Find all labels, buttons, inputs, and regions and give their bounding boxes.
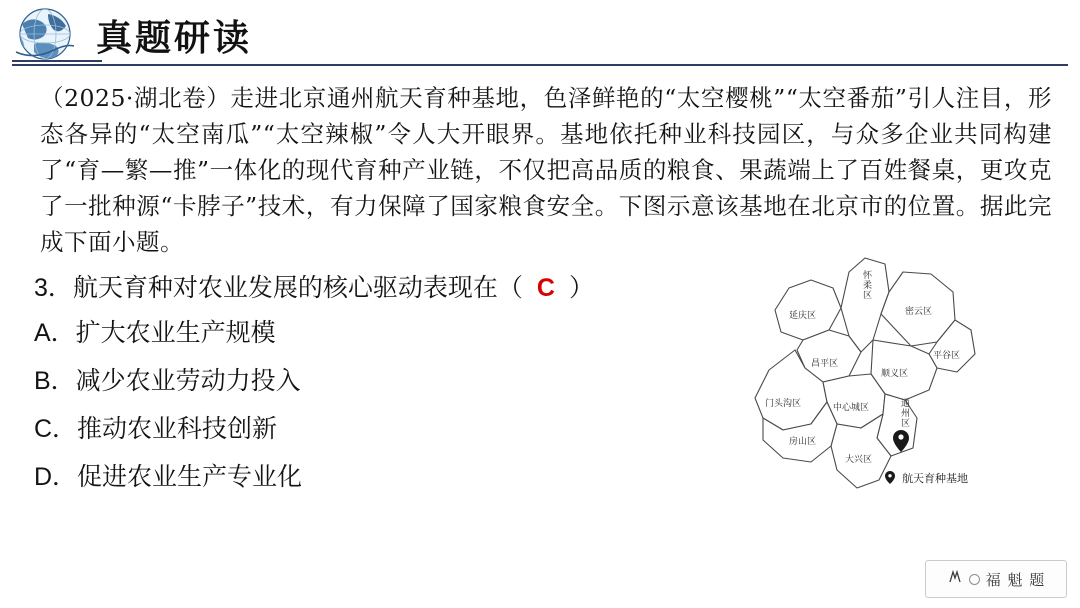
question-block bbox=[34, 272, 734, 501]
beijing-district-map bbox=[745, 248, 1065, 508]
page-title: 真题研读 bbox=[96, 17, 253, 59]
question-stem-line bbox=[34, 272, 734, 305]
map-label-daxing: 大兴区 bbox=[845, 454, 873, 464]
passage-text: （2025·湖北卷）走进北京通州航天育种基地，色泽鲜艳的“太空樱桃”“太空番茄”引人注目，形态各异的“太空南瓜”“太空辣椒”令人大开眼界。基地依托种业科技园区，与众多企业共同构建了“育—繁—推”一体化的现代育种产业链，不仅把高品质的粮食、果蔬端上了百姓餐桌，更攻克了一批种源“卡脖子”技术，有力保障了国家粮食安全。下图示意该基地在北京市的位置。据此完成下面小题。 bbox=[40, 84, 1052, 256]
map-label-yanqing: 延庆区 bbox=[789, 310, 817, 320]
seal-icon bbox=[947, 569, 963, 590]
map-label-fangshan: 房山区 bbox=[789, 436, 817, 446]
map-legend bbox=[885, 470, 968, 487]
option-d[interactable]: D．促进农业生产专业化 bbox=[34, 463, 303, 491]
page-header bbox=[0, 0, 1080, 72]
map-label-tongzhou: 通州区 bbox=[900, 398, 910, 428]
map-label-central-city: 中心城区 bbox=[833, 402, 870, 412]
option-list bbox=[34, 309, 734, 501]
map-label-mentougou: 门头沟区 bbox=[765, 398, 802, 408]
option-a[interactable]: A．扩大农业生产规模 bbox=[34, 319, 276, 347]
map-label-huairou: 怀柔区 bbox=[862, 270, 872, 300]
header-divider-accent bbox=[12, 60, 102, 62]
map-label-pinggu: 平谷区 bbox=[933, 350, 961, 360]
option-b[interactable]: B．减少农业劳动力投入 bbox=[34, 367, 301, 395]
header-divider bbox=[12, 64, 1068, 66]
watermark-badge bbox=[925, 560, 1067, 598]
map-label-shunyi: 顺义区 bbox=[881, 368, 909, 378]
map-label-changping: 昌平区 bbox=[811, 358, 839, 368]
map-pin-icon bbox=[885, 471, 895, 487]
map-label-miyun: 密云区 bbox=[905, 306, 933, 316]
question-answer: C bbox=[536, 274, 555, 302]
question-stem: 航天育种对农业发展的核心驱动表现在（ bbox=[72, 274, 523, 302]
globe-icon bbox=[14, 6, 76, 64]
circle-icon bbox=[969, 574, 980, 585]
option-c[interactable]: C．推动农业科技创新 bbox=[34, 415, 278, 443]
question-stem-close: ） bbox=[568, 274, 594, 302]
question-number: 3． bbox=[34, 274, 73, 302]
map-legend-label: 航天育种基地 bbox=[902, 473, 969, 485]
watermark-text: 福 魁 题 bbox=[985, 570, 1046, 589]
